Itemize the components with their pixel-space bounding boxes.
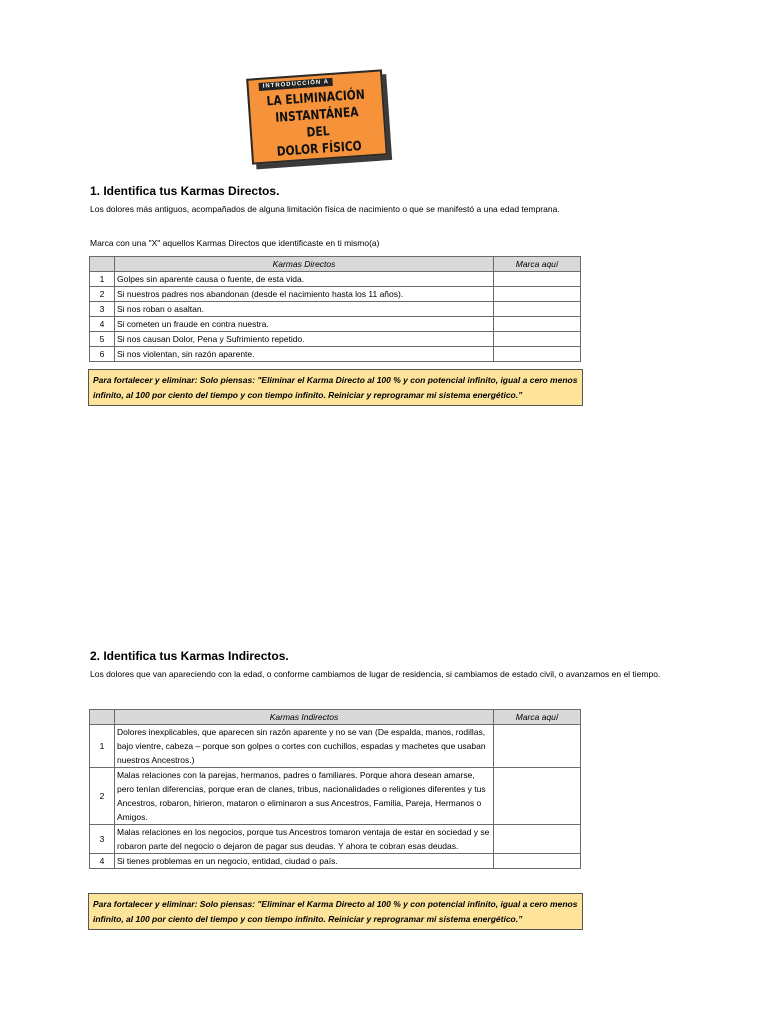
mark-cell[interactable] <box>494 302 581 317</box>
section2-description: Los dolores que van apareciendo con la edad, o conforme cambiamos de lugar de residencia, si cambiamos de estado civil, o avanzamos en el tiempo. <box>90 669 661 679</box>
row-number: 6 <box>90 347 115 362</box>
section1-description: Los dolores más antiguos, acompañados de alguna limitación física de nacimiento o que se manifestó a una edad temprana. <box>90 204 560 214</box>
row-text: Malas relaciones en los negocios, porque tus Ancestros tomaron ventaja de estar en sociedad y se robaron parte del negocio o dejaron de pagar sus deudas. Y ahora te cobran esas deudas. <box>115 825 494 854</box>
table-row <box>90 347 581 362</box>
section2-heading: 2. Identifica tus Karmas Indirectos. <box>90 649 289 663</box>
table-row <box>90 302 581 317</box>
book-logo <box>246 69 388 164</box>
table-row <box>90 272 581 287</box>
row-number: 2 <box>90 287 115 302</box>
logo-title: LA ELIMINACIÓN INSTANTÁNEA DEL DOLOR FÍSICO <box>266 87 366 160</box>
karmas-indirectos-table <box>89 709 581 869</box>
header-karmas-indirectos: Karmas Indirectos <box>115 710 494 725</box>
row-text: Si nos violentan, sin razón aparente. <box>115 347 494 362</box>
table-row <box>90 332 581 347</box>
row-number: 4 <box>90 854 115 869</box>
row-number: 3 <box>90 302 115 317</box>
mark-cell[interactable] <box>494 317 581 332</box>
mark-cell[interactable] <box>494 287 581 302</box>
table-row <box>90 825 581 854</box>
row-text: Si tienes problemas en un negocio, entidad, ciudad o país. <box>115 854 494 869</box>
mark-cell[interactable] <box>494 347 581 362</box>
row-number: 4 <box>90 317 115 332</box>
table-row <box>90 854 581 869</box>
row-number: 5 <box>90 332 115 347</box>
row-number: 1 <box>90 725 115 768</box>
header-karmas-directos: Karmas Directos <box>115 257 494 272</box>
row-text: Si nos causan Dolor, Pena y Sufrimiento repetido. <box>115 332 494 347</box>
logo-tag: INTRODUCCIÓN A <box>258 78 333 91</box>
row-number: 3 <box>90 825 115 854</box>
mark-cell[interactable] <box>494 725 581 768</box>
row-text: Golpes sin aparente causa o fuente, de esta vida. <box>115 272 494 287</box>
header-number <box>90 710 115 725</box>
row-number: 1 <box>90 272 115 287</box>
header-marca: Marca aquí <box>494 257 581 272</box>
row-text: Dolores inexplicables, que aparecen sin razón aparente y no se van (De espalda, manos, rodillas, bajo vientre, cabeza – porque son golpes o cortes con cuchillos, espadas y machetes que usaban nuestros Ancestros.) <box>115 725 494 768</box>
section1-heading: 1. Identifica tus Karmas Directos. <box>90 184 280 198</box>
karmas-directos-table <box>89 256 581 362</box>
mark-cell[interactable] <box>494 854 581 869</box>
row-text: Si nos roban o asaltan. <box>115 302 494 317</box>
table-row <box>90 317 581 332</box>
header-marca: Marca aquí <box>494 710 581 725</box>
section2-note: Para fortalecer y eliminar: Solo piensas: "Eliminar el Karma Directo al 100 % y con potencial infinito, igual a cero menos infinito, al 100 por ciento del tiempo y con tiempo infinito. Reiniciar y reprogramar mi sistema energético.” <box>88 893 583 930</box>
mark-cell[interactable] <box>494 825 581 854</box>
table-row <box>90 725 581 768</box>
row-text: Si nuestros padres nos abandonan (desde el nacimiento hasta los 11 años). <box>115 287 494 302</box>
mark-cell[interactable] <box>494 272 581 287</box>
header-number <box>90 257 115 272</box>
table-row <box>90 287 581 302</box>
mark-cell[interactable] <box>494 768 581 825</box>
row-number: 2 <box>90 768 115 825</box>
mark-cell[interactable] <box>494 332 581 347</box>
row-text: Si cometen un fraude en contra nuestra. <box>115 317 494 332</box>
table-row <box>90 768 581 825</box>
section1-instruction: Marca con una "X" aquellos Karmas Directos que identificaste en ti mismo(a) <box>90 238 380 248</box>
section1-note: Para fortalecer y eliminar: Solo piensas: "Eliminar el Karma Directo al 100 % y con potencial infinito, igual a cero menos infinito, al 100 por ciento del tiempo y con tiempo infinito. Reiniciar y reprogramar mi sistema energético.” <box>88 369 583 406</box>
row-text: Malas relaciones con la parejas, hermanos, padres o familiares. Porque ahora desean amarse, pero tenían diferencias, porque eran de clanes, tribus, nacionalidades o religiones diferentes y tus Ancestros, robaron, hirieron, mataron o eliminaron a sus Ancestros, Familia, Pareja, Hermanos o Amigos. <box>115 768 494 825</box>
